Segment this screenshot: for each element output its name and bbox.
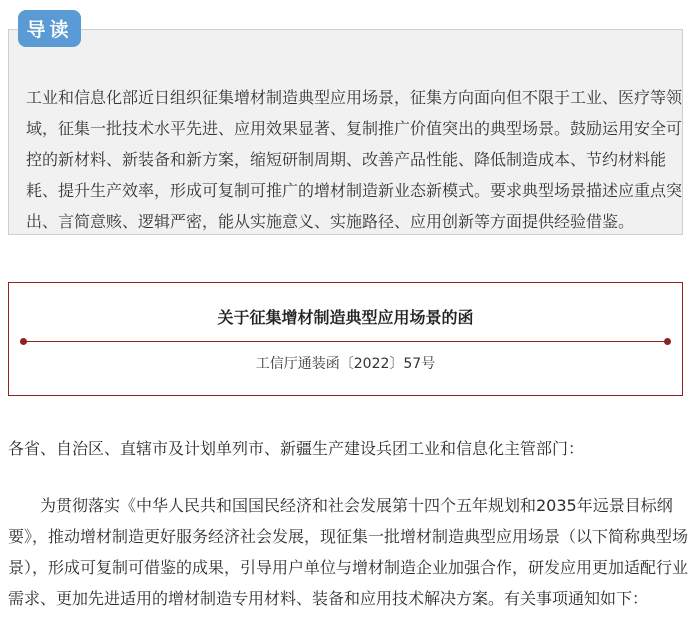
- intro-box: [8, 29, 683, 235]
- divider-dot-right: [664, 338, 671, 345]
- title-divider: [23, 341, 668, 342]
- salutation: 各省、自治区、直辖市及计划单列市、新疆生产建设兵团工业和信息化主管部门：: [8, 439, 585, 458]
- document-number: 工信厅通装函〔2022〕57号: [255, 356, 436, 372]
- document-header-box: [8, 282, 683, 396]
- intro-badge: 导读: [18, 10, 81, 47]
- intro-text: 工业和信息化部近日组织征集增材制造典型应用场景，征集方向面向但不限于工业、医疗等领域，征集一批技术水平先进、应用效果显著、复制推广价值突出的典型场景。鼓励运用安全可控的新材料、新装备和新方案，缩短研制周期、改善产品性能、降低制造成本、节约材料能耗、提升生产效率，形成可复制可推广的增材制造新业态新模式。要求典型场景描述应重点突出、言简意赅、逻辑严密，能从实施意义、实施路径、应用创新等方面提供经验借鉴。: [26, 88, 683, 231]
- document-title: 关于征集增材制造典型应用场景的函: [217, 308, 474, 327]
- body-paragraph: 为贯彻落实《中华人民共和国国民经济和社会发展第十四个五年规划和2035年远景目标纲要》，推动增材制造更好服务经济社会发展，现征集一批增材制造典型应用场景（以下简称典型场景），形成可复制可借鉴的成果，引导用户单位与增材制造企业加强合作，研发应用更加适配行业需求、更加先进适用的增材制造专用材料、装备和应用技术解决方案。有关事项通知如下：: [8, 496, 689, 608]
